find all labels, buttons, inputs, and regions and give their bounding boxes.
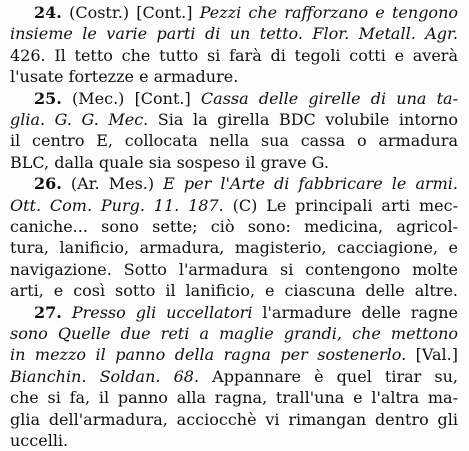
entry-26-text: (C) Le principali arti mec-: [223, 195, 458, 215]
entry-27-text: Appannare è quel tirar su,: [199, 366, 458, 386]
entry-27-definition: sono Quelle due reti a maglie grandi, che mettono: [10, 324, 458, 343]
entry-27-definition: Presso gli uccellatori: [71, 302, 253, 322]
entry-26-line-6: [10, 280, 458, 301]
entry-26-tag: (Ar. Mes.): [70, 174, 155, 194]
entry-27-tag: [Val.]: [406, 345, 458, 365]
entry-25-line-2: [10, 109, 458, 130]
entry-24-text: insieme le varie parti di un tetto. Flor. Metall. Agr.: [10, 24, 458, 44]
entry-24-number: 24.: [34, 3, 62, 22]
entry-27-line-2: [10, 323, 458, 344]
entry-26-line-4: [10, 237, 458, 258]
entry-26-line-3: [10, 216, 458, 237]
entry-25-tag: (Mec.) [Cont.]: [72, 88, 191, 108]
entry-26-line-2: [10, 195, 458, 216]
entry-26-source: Ott. Com. Purg. 11. 187.: [10, 195, 224, 215]
entry-26-definition: E per l'Arte di fabbricare le armi.: [154, 174, 458, 194]
entry-27-line-1: [34, 302, 458, 323]
entry-24-line-1: [34, 2, 458, 23]
entry-24-tag: (Costr.) [Cont.]: [69, 3, 193, 22]
entry-27-text: uccelli.: [10, 431, 69, 450]
entry-25-definition: Cassa delle girelle di una ta-: [190, 88, 458, 108]
entry-26-text: tura, lanificio, armadura, magisterio, cacciagione, e: [10, 238, 458, 258]
entry-24-text: Il tetto che tutto si farà di tegoli cotti e averà: [45, 45, 458, 65]
entry-27-line-4: [10, 366, 458, 387]
entry-27-line-7: [10, 430, 458, 451]
entry-24-line-4: [10, 66, 458, 87]
entry-26-text: arti, e così sotto il lanificio, e ciascuna delle altre.: [10, 281, 458, 301]
entry-26-text: caniche... sono sette; ciò sono: medicina, agricol-: [10, 217, 458, 236]
entry-27-text: che si fa, il panno alla ragna, trall'una e l'altra ma-: [10, 388, 458, 408]
entry-24-line-3: [10, 45, 458, 66]
entry-26-line-1: [34, 173, 458, 194]
entry-25-line-1: [34, 88, 458, 109]
entry-27-line-6: [10, 409, 458, 430]
entry-26-number: 26.: [34, 174, 62, 194]
entry-27-definition: in mezzo il panno della ragna per sostenerlo.: [10, 345, 407, 365]
entry-27-source: Bianchin. Soldan. 68.: [10, 366, 200, 386]
entry-26-text: navigazione. Sotto l'armadura si contengono molte: [10, 259, 458, 279]
entry-25-source: glia. G. G. Mec.: [10, 110, 149, 129]
entry-24-text: l'usate fortezze e armadure.: [10, 67, 239, 87]
entry-27-text: glia dell'armadura, acciocchè vi rimangan dentro gli: [10, 409, 458, 429]
entry-25-text: BLC, dalla quale sia sospeso il grave G.: [10, 152, 329, 172]
entry-24-definition: Pezzi che rafforzano e tengono: [192, 3, 458, 22]
entry-27-number: 27.: [34, 302, 62, 322]
entry-25-number: 25.: [34, 88, 62, 108]
entry-24-line-2: [10, 23, 458, 44]
entry-25-line-3: [10, 130, 458, 151]
entry-25-text: il centro E, collocata nella sua cassa o armadura: [10, 131, 458, 151]
entry-25-text: Sia la girella BDC volubile intorno: [148, 110, 458, 129]
entry-27-line-3: [10, 344, 458, 365]
entry-25-line-4: [10, 152, 458, 173]
entry-26-line-5: [10, 259, 458, 280]
entry-24-page: 426.: [10, 45, 46, 65]
entry-27-line-5: [10, 387, 458, 408]
entry-27-text: l'armadure delle ragne: [252, 302, 458, 322]
